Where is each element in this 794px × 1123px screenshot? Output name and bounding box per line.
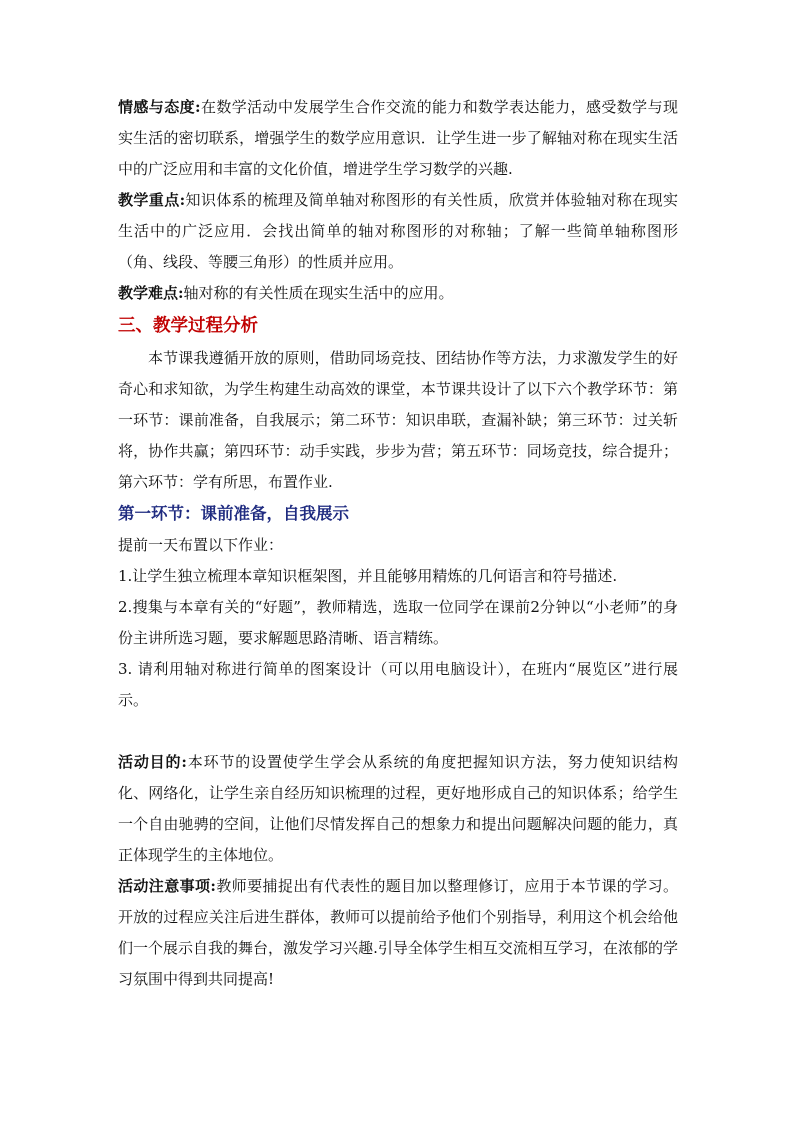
key-points-label: 教学重点: <box>118 191 186 209</box>
purpose-text: 本环节的设置使学生学会从系统的角度把握知识方法，努力使知识结构化、网络化，让学生亲自经历知识梳理的过程，更好地形成自己的知识体系；给学生一个自由驰骋的空间，让他们尽情发挥自己的想象力和提出问题解决问题的能力，真正体现学生的主体地位。 <box>118 753 678 864</box>
homework-item-3: 3. 请利用轴对称进行简单的图案设计（可以用电脑设计），在班内“展览区”进行展示。 <box>118 660 678 709</box>
key-points-paragraph <box>118 185 678 278</box>
emotion-attitude-label: 情感与态度: <box>118 98 201 116</box>
purpose-paragraph <box>118 747 678 871</box>
stage1-heading: 第一环节：课前准备，自我展示 <box>118 504 349 523</box>
homework-item-1: 1.让学生独立梳理本章知识框架图，并且能够用精炼的几何语言和符号描述. <box>118 567 618 585</box>
emotion-attitude-text: 在数学活动中发展学生合作交流的能力和数学表达能力，感受数学与现实生活的密切联系，增强学生的数学应用意识．让学生进一步了解轴对称在现实生活中的广泛应用和丰富的文化价值，增进学生学习数学的兴趣. <box>118 98 678 178</box>
difficulty-paragraph <box>118 278 678 309</box>
difficulty-label: 教学难点: <box>118 284 184 302</box>
emotion-attitude-paragraph <box>118 92 678 185</box>
difficulty-text: 轴对称的有关性质在现实生活中的应用。 <box>183 284 454 302</box>
notes-text: 教师要捕捉出有代表性的题目加以整理修订，应用于本节课的学习。开放的过程应关注后进生群体，教师可以提前给予他们个别指导，利用这个机会给他们一个展示自我的舞台，激发学习兴趣.引导全体学生相互交流相互学习，在浓郁的学习氛围中得到共同提高! <box>118 877 678 988</box>
process-heading: 三、教学过程分析 <box>118 316 258 336</box>
document-page <box>118 92 678 995</box>
notes-label: 活动注意事项: <box>118 877 216 895</box>
purpose-label: 活动目的: <box>118 753 187 771</box>
key-points-text: 知识体系的梳理及简单轴对称图形的有关性质，欣赏并体验轴对称在现实生活中的广泛应用．会找出简单的轴对称图形的对称轴；了解一些简单轴称图形（角、线段、等腰三角形）的性质并应用。 <box>118 191 678 271</box>
notes-paragraph <box>118 871 678 995</box>
homework-item-2: 2.搜集与本章有关的“好题”，教师精选，选取一位同学在课前2分钟以“小老师”的身份主讲所选习题，要求解题思路清晰、语言精练。 <box>118 598 678 647</box>
process-intro-paragraph: 本节课我遵循开放的原则，借助同场竞技、团结协作等方法，力求激发学生的好奇心和求知欲，为学生构建生动高效的课堂，本节课共设计了以下六个教学环节：第一环节：课前准备，自我展示；第二环节：知识串联，查漏补缺；第三环节：过关斩将，协作共赢；第四环节：动手实践，步步为营；第五环节：同场竞技，综合提升；第六环节：学有所思，布置作业. <box>118 349 678 491</box>
stage1-lead: 提前一天布置以下作业： <box>118 536 284 554</box>
blank-line <box>118 716 678 747</box>
